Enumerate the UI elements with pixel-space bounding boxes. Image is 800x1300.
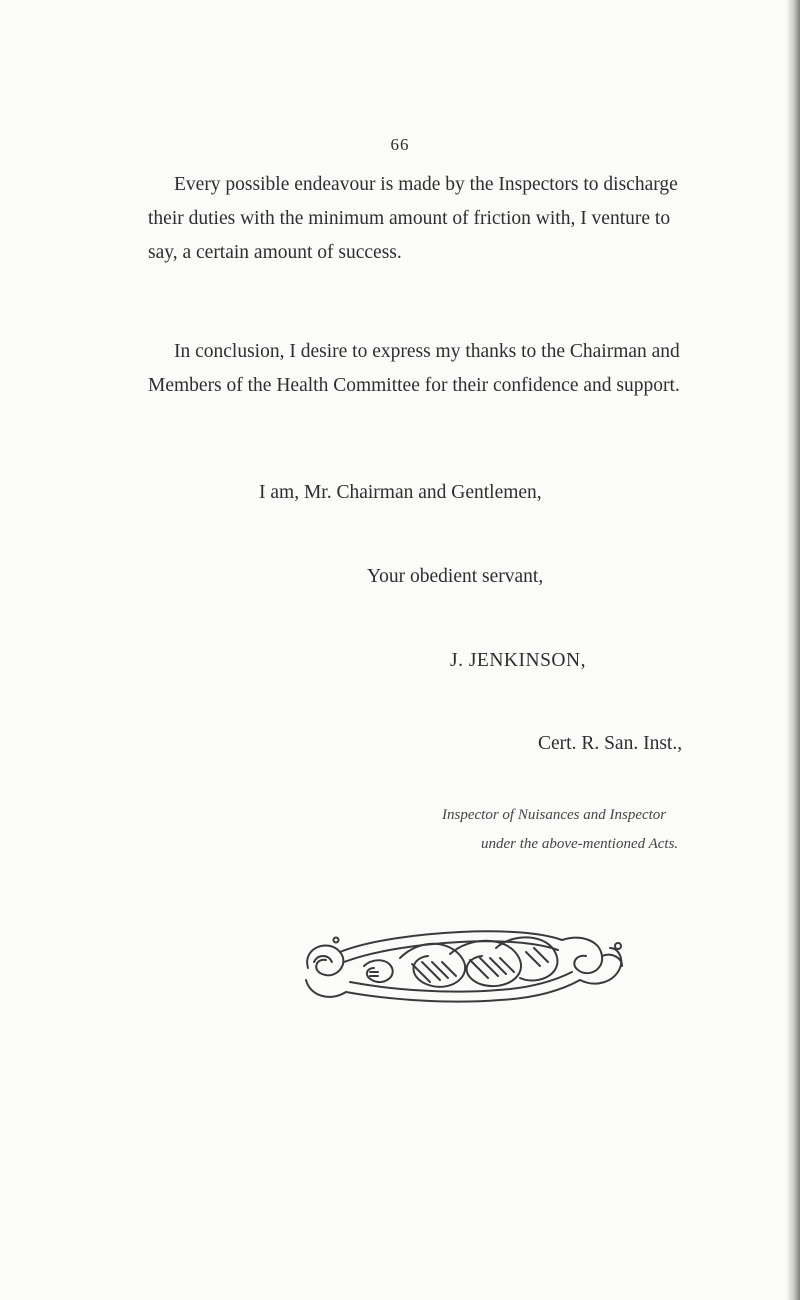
page-number: 66 [390, 135, 410, 154]
letter-closing: Your obedient servant, [367, 566, 544, 587]
celtic-knotwork-ornament-icon [300, 918, 630, 1010]
paragraph-line: In conclusion, I desire to express my thanks to the Chairman and [174, 341, 680, 362]
signature-title-line: Inspector of Nuisances and Inspector [442, 807, 667, 823]
page-edge-shadow [786, 0, 800, 1300]
signature-name: J. JENKINSON, [450, 650, 586, 671]
paragraph-line: their duties with the minimum amount of friction with, I venture to [148, 208, 671, 229]
paragraph-line: Members of the Health Committee for their confidence and support. [148, 375, 680, 396]
paragraph-conclusion [148, 335, 770, 403]
paragraph-line: Every possible endeavour is made by the Inspectors to discharge [174, 174, 678, 195]
letter-salutation: I am, Mr. Chairman and Gentlemen, [259, 482, 542, 503]
signature-credential: Cert. R. San. Inst., [538, 733, 683, 754]
paragraph-success [148, 168, 770, 270]
signature-title-line: under the above-mentioned Acts. [481, 836, 679, 852]
paragraph-line: say, a certain amount of success. [148, 242, 402, 263]
